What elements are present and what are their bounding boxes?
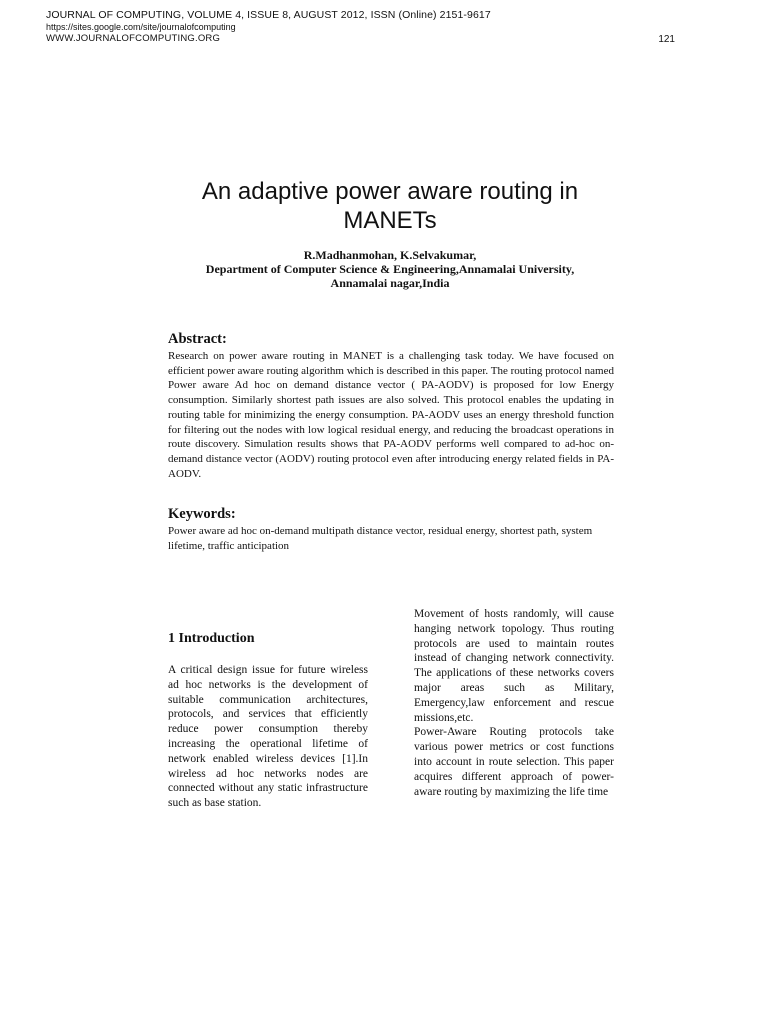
abstract-text: Research on power aware routing in MANET is a challenging task today. We have focused on efficient power aware routing algorithm which is described in this paper. The routing protocol named Power aware Ad hoc on demand distance vector ( PA-AODV) is proposed for low Energy consumption. Similarly shortest path issues are also solved. This protocol enables the updating in routing table for minimizing the energy consumption. PA-AODV uses an energy threshold function for filtering out the nodes with low logical residual energy, and reducing the broadcast operations in route discovery. Simulation results shows that PA-AODV performs well compared to ad-hoc on-demand distance vector (AODV) routing protocol even after introducing energy related fields in PA-AODV. bbox=[168, 350, 614, 480]
journal-site-url[interactable]: https://sites.google.com/site/journalofcomputing bbox=[46, 22, 236, 32]
author-block bbox=[150, 248, 630, 290]
intro-paragraph-right-1: Movement of hosts randomly, will cause hanging network topology. Thus routing protocols are used to maintain routes instead of changing network connectivity. The applications of these networks covers major areas such as Military, Emergency,law enforcement and rescue missions,etc. bbox=[414, 608, 614, 724]
intro-paragraph-left: A critical design issue for future wireless ad hoc networks is the development of suitable communication architectures, protocols, and services that efficiently reduce power consumption thereby increasing the operational lifetime of network enabled wireless devices [1].In wireless ad hoc networks nodes are connected without any static infrastructure such as base station. bbox=[168, 664, 368, 810]
keywords-text: Power aware ad hoc on-demand multipath distance vector, residual energy, shortest path, system lifetime, traffic anticipation bbox=[168, 525, 593, 552]
journal-header bbox=[46, 9, 491, 45]
journal-web-url[interactable]: WWW.JOURNALOFCOMPUTING.ORG bbox=[46, 33, 221, 44]
keywords-heading: Keywords: bbox=[168, 506, 236, 522]
page-number: 121 bbox=[658, 34, 675, 45]
journal-info: JOURNAL OF COMPUTING, VOLUME 4, ISSUE 8, AUGUST 2012, ISSN (Online) 2151-9617 bbox=[46, 9, 491, 21]
title-line-1: An adaptive power aware routing in bbox=[201, 178, 579, 205]
left-column bbox=[168, 663, 368, 811]
abstract-heading: Abstract: bbox=[168, 331, 227, 347]
intro-paragraph-right-2: Power-Aware Routing protocols take various power metrics or cost functions into account in route selection. This paper acquires different approach of power-aware routing by maximizing the life time bbox=[414, 726, 614, 798]
title-line-2: MANETs bbox=[343, 207, 437, 234]
affiliation-line-2: Annamalai nagar,India bbox=[330, 276, 450, 290]
introduction-heading: 1 Introduction bbox=[168, 631, 255, 646]
authors: R.Madhanmohan, K.Selvakumar, bbox=[303, 248, 477, 262]
affiliation-line-1: Department of Computer Science & Engineering,Annamalai University, bbox=[205, 262, 575, 276]
paper-title bbox=[170, 177, 610, 235]
right-column bbox=[414, 607, 614, 799]
